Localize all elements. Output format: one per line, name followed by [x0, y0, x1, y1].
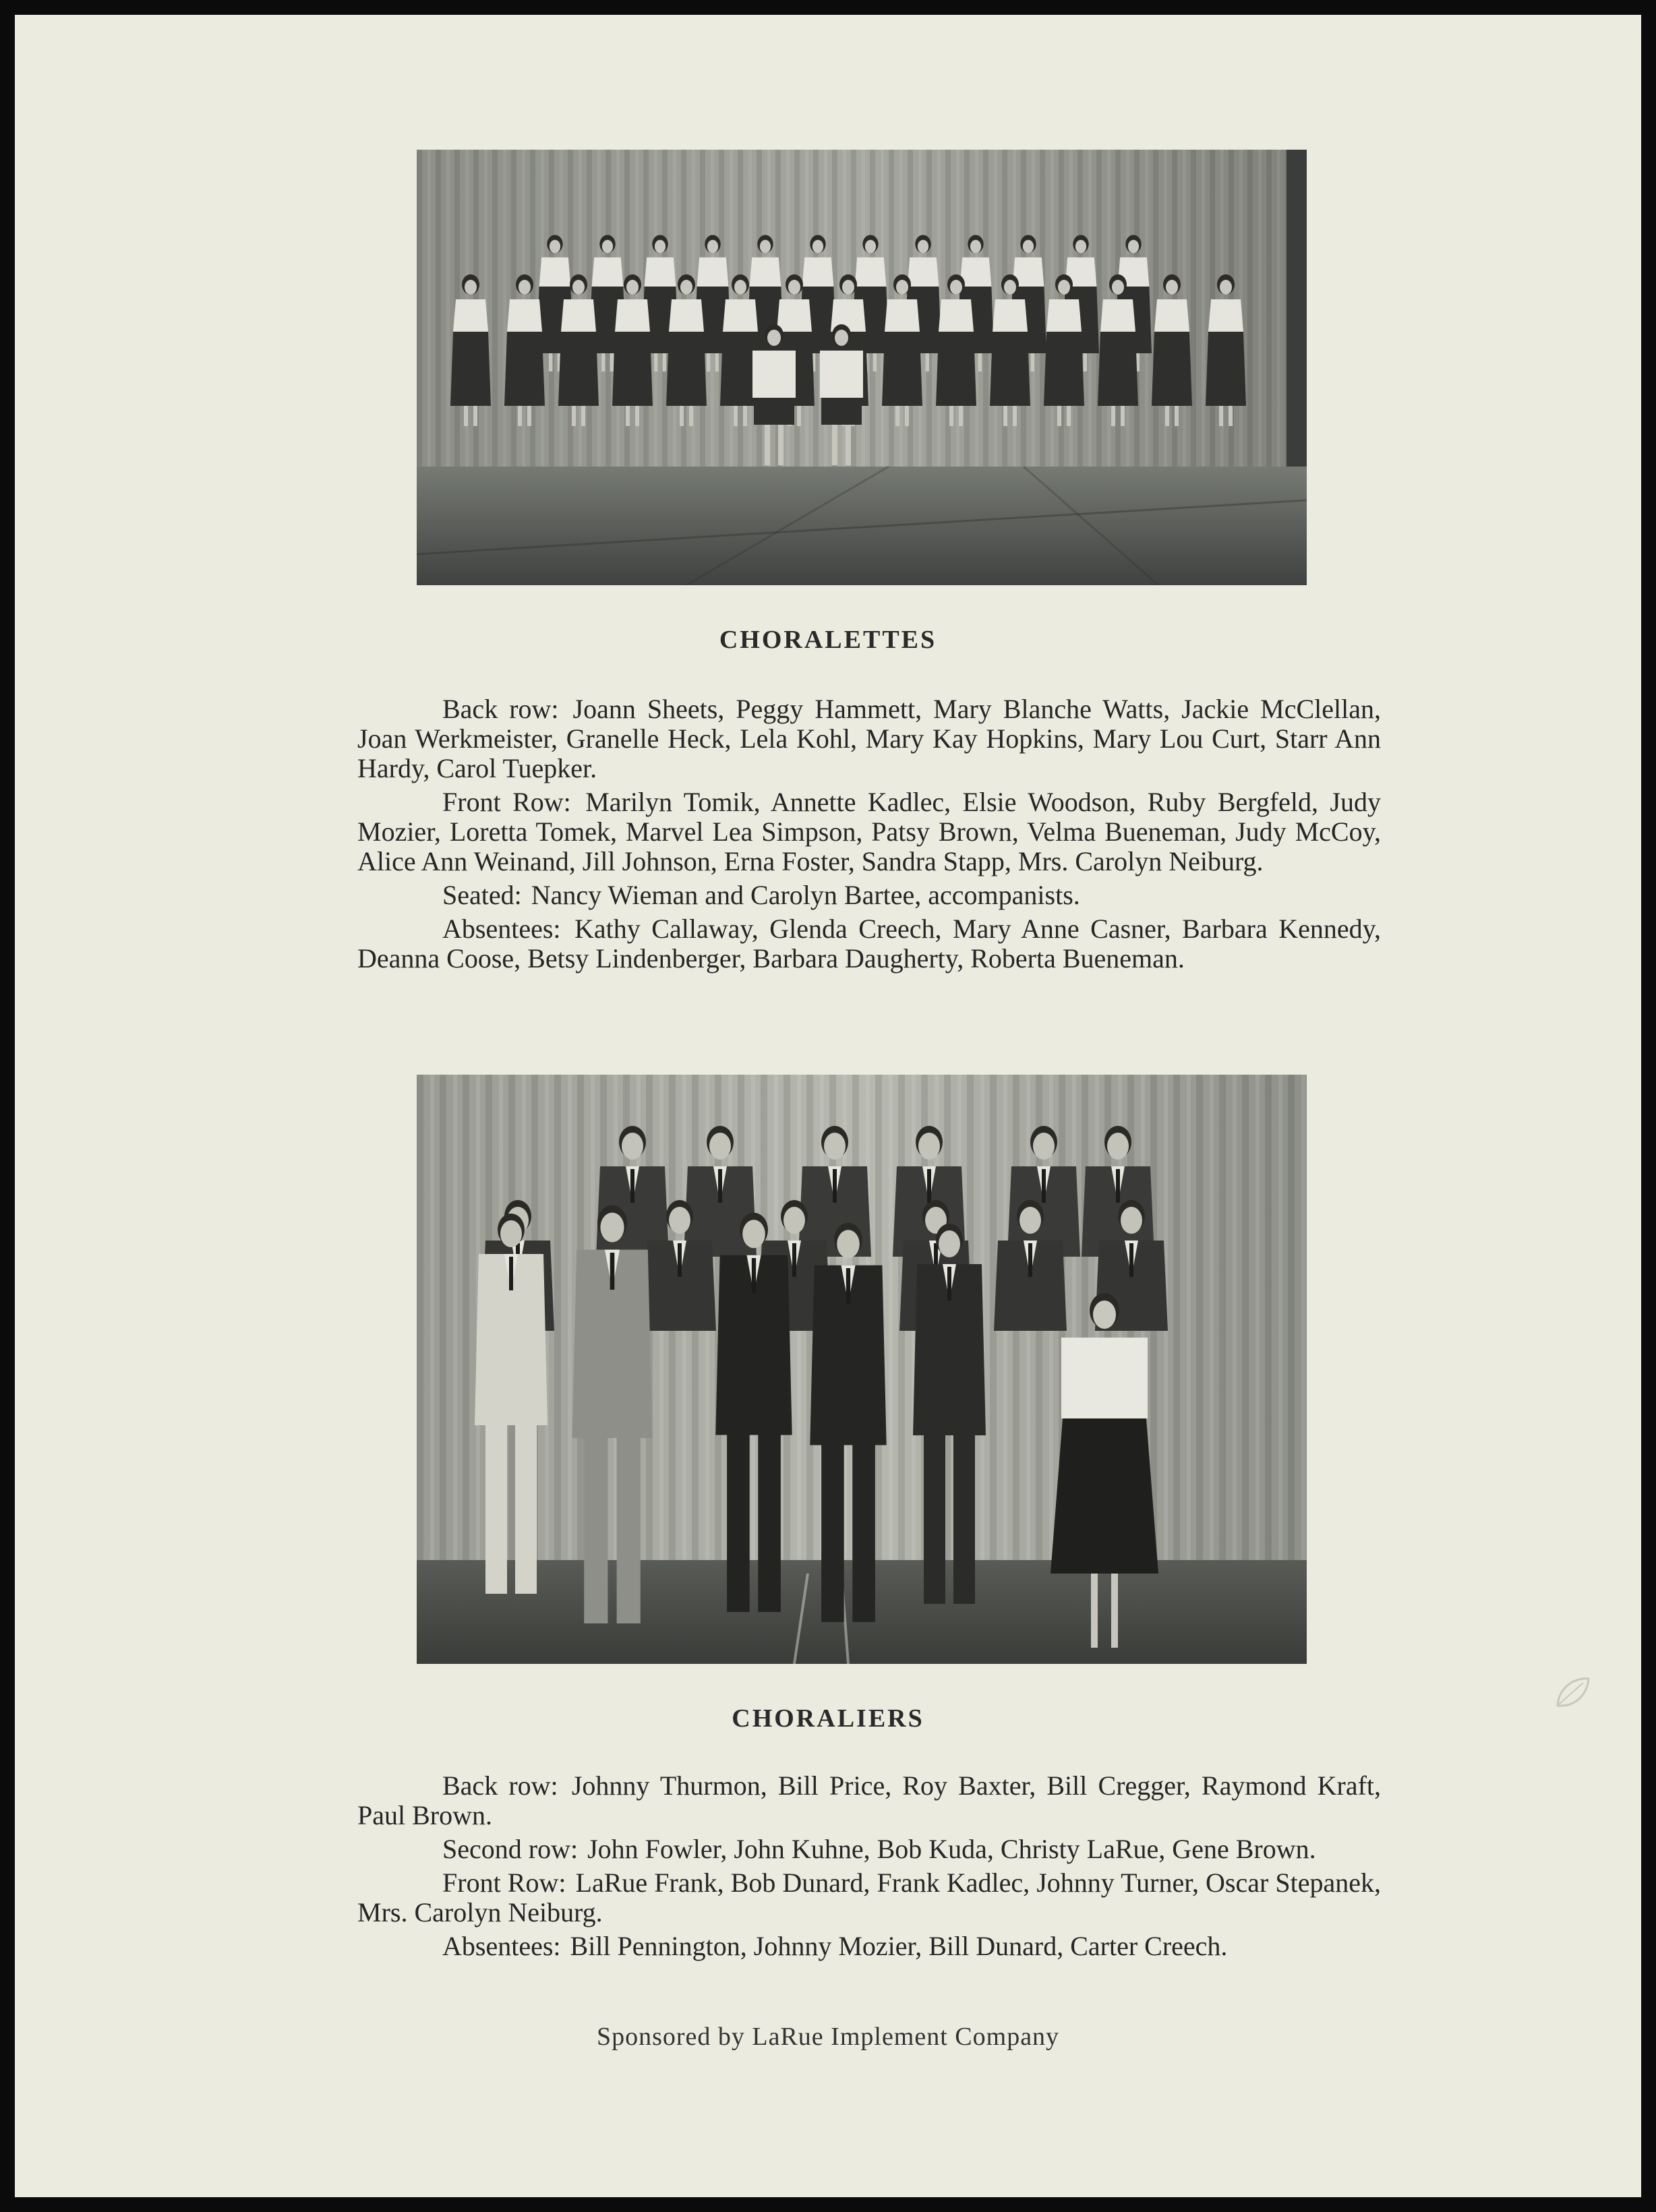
choraliers-photo: [417, 1075, 1307, 1664]
caption-paragraph: [357, 694, 1381, 783]
row-names: LaRue Frank, Bob Dunard, Frank Kadlec, Johnny Turner, Oscar Stepanek, Mrs. Carolyn Neiburg.: [357, 1867, 1382, 1927]
row-label: Seated:: [442, 880, 522, 910]
choralettes-caption: [357, 694, 1381, 978]
choraliers-heading: CHORALIERS: [732, 1704, 924, 1733]
row-names: Nancy Wieman and Carolyn Bartee, accompanists.: [531, 880, 1080, 910]
caption-paragraph: [357, 787, 1381, 876]
caption-paragraph: [357, 914, 1381, 974]
row-label: Absentees:: [442, 914, 561, 944]
caption-paragraph: [357, 1868, 1381, 1927]
choralettes-photo: [417, 150, 1307, 585]
row-names: Joann Sheets, Peggy Hammett, Mary Blanche Watts, Jackie McClellan, Joan Werkmeister, Granelle Heck, Lela Kohl, Mary Kay Hopkins, Mary Lou Curt, Starr Ann Hardy, Carol Tuepker.: [357, 694, 1382, 783]
sponsor-line: Sponsored by LaRue Implement Company: [596, 2023, 1060, 2051]
choraliers-caption: [357, 1771, 1381, 1965]
yearbook-page: [15, 15, 1641, 2197]
caption-paragraph: [357, 1932, 1381, 1961]
row-names: Kathy Callaway, Glenda Creech, Mary Anne Casner, Barbara Kennedy, Deanna Coose, Betsy Lindenberger, Barbara Daugherty, Roberta Bueneman.: [357, 914, 1382, 974]
row-names: Bill Pennington, Johnny Mozier, Bill Dunard, Carter Creech.: [570, 1931, 1228, 1961]
caption-paragraph: [357, 1771, 1381, 1830]
row-label: Back row:: [442, 694, 559, 724]
leaf-mark-icon: [1552, 1672, 1593, 1712]
choralettes-heading: CHORALETTES: [719, 626, 937, 654]
row-names: John Fowler, John Kuhne, Bob Kuda, Christy LaRue, Gene Brown.: [587, 1834, 1316, 1864]
row-label: Front Row:: [442, 1867, 566, 1898]
row-names: Marilyn Tomik, Annette Kadlec, Elsie Woodson, Ruby Bergfeld, Judy Mozier, Loretta Tomek, Marvel Lea Simpson, Patsy Brown, Velma Bueneman, Judy McCoy, Alice Ann Weinand, Jill Johnson, Erna Foster, Sandra Stapp, Mrs. Carolyn Neiburg.: [357, 787, 1382, 876]
row-names: Johnny Thurmon, Bill Price, Roy Baxter, Bill Cregger, Raymond Kraft, Paul Brown.: [357, 1770, 1382, 1830]
caption-paragraph: [357, 880, 1381, 910]
caption-paragraph: [357, 1834, 1381, 1864]
row-label: Front Row:: [442, 787, 571, 817]
row-label: Absentees:: [442, 1931, 561, 1961]
row-label: Second row:: [442, 1834, 579, 1864]
row-label: Back row:: [442, 1770, 558, 1801]
